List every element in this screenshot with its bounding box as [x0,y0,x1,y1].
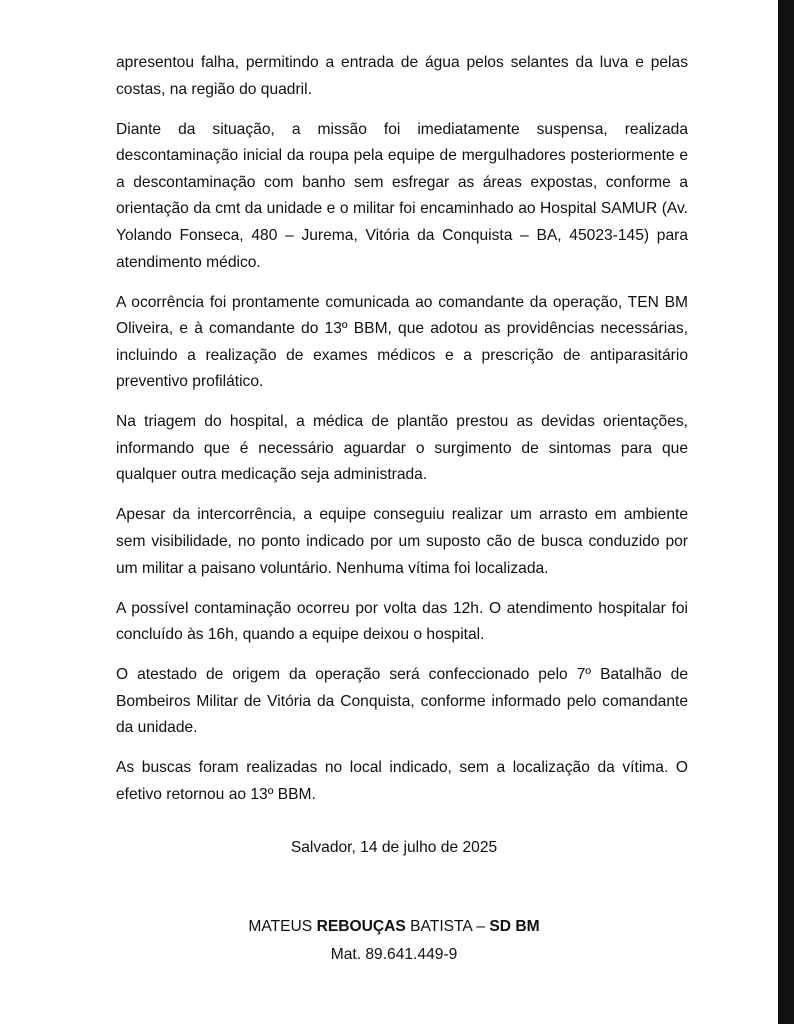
signature-first-name: MATEUS [248,918,313,935]
date-line: Salvador, 14 de julho de 2025 [290,839,498,856]
signature-rank: SD BM [489,918,540,935]
paragraph-6: A possível contaminação ocorreu por volta das 12h. O atendimento hospitalar foi concluído às 16h, quando a equipe deixou o hospital. [116,599,688,644]
paragraph-1: apresentou falha, permitindo a entrada de água pelos selantes da luva e pelas costas, na região do quadril. [116,54,688,98]
document-body [116,50,688,822]
paragraph-5: Apesar da intercorrência, a equipe conseguiu realizar um arrasto em ambiente sem visibilidade, no ponto indicado por um suposto cão de busca conduzido por um militar a paisano voluntário. Nenhuma vítima foi localizada. [116,506,688,577]
paragraph-2: Diante da situação, a missão foi imediatamente suspensa, realizada descontaminação inicial da roupa pela equipe de mergulhadores posteriormente e a descontaminação com banho sem esfregar as áreas expostas, conforme a orientação da cmt da unidade e o militar foi encaminhado ao Hospital SAMUR (Av. Yolando Fonseca, 480 – Jurema, Vitória da Conquista – BA, 45023-145) para atendimento médico. [116,120,688,271]
paragraph-4: Na triagem do hospital, a médica de plantão prestou as devidas orientações, informando que é necessário aguardar o surgimento de sintomas para que qualquer outra medicação seja administrada. [116,413,688,484]
paragraph-3: A ocorrência foi prontamente comunicada ao comandante da operação, TEN BM Oliveira, e à comandante do 13º BBM, que adotou as providências necessárias, incluindo a realização de exames médicos e a prescrição de antiparasitário preventivo profilático. [116,293,688,391]
document-page [10,0,778,1024]
registration-number: Mat. 89.641.449-9 [330,946,458,963]
signature-name [10,918,778,936]
signature-last-name: BATISTA [410,918,472,935]
signature-separator: – [476,918,485,935]
paragraph-7: O atestado de origem da operação será confeccionado pelo 7º Batalhão de Bombeiros Militar de Vitória da Conquista, conforme informado pelo comandante da unidade. [116,666,688,737]
signature-middle-name: REBOUÇAS [316,918,406,935]
page-edge-right [778,0,794,1024]
paragraph-8: As buscas foram realizadas no local indicado, sem a localização da vítima. O efetivo retornou ao 13º BBM. [116,759,688,803]
page-edge-left [0,0,10,1024]
